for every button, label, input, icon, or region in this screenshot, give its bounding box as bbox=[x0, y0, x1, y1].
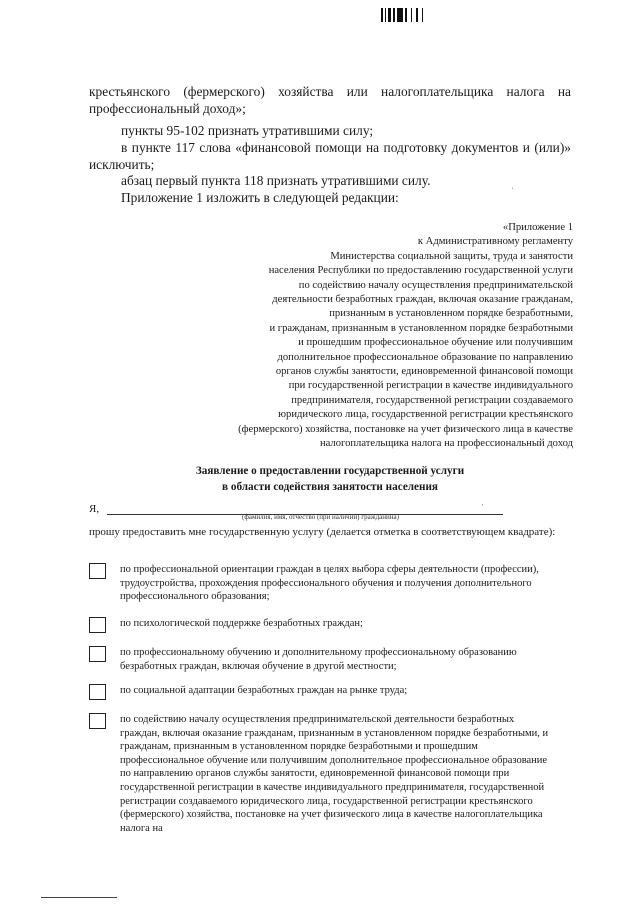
option-checkbox[interactable] bbox=[89, 684, 106, 700]
barcode-mark bbox=[381, 8, 427, 22]
form-title-line-2: в области содействия занятости населения bbox=[222, 481, 438, 493]
option-label: по профессиональному обучению и дополнительному профессиональному образованию безработных граждан, включая обучение в другой местности; bbox=[120, 647, 517, 672]
fio-hint: (фамилия, имя, отчество (при наличии) гражданина) bbox=[242, 513, 399, 521]
appendix-line: населения Республики по предоставлению государственной услуги bbox=[268, 265, 573, 277]
appendix-line: налогоплательщика налога на профессиональный доход bbox=[319, 438, 573, 450]
appendix-line: деятельности безработных граждан, включая оказание гражданам, bbox=[272, 294, 573, 306]
option-label: по содействию началу осуществления предпринимательской деятельности безработных граждан, включая оказание гражданам, признанным в установленном порядке безработными, и гражданам, признанным в установленном порядке безработными и прошедшим профессиональное обучение или получившим дополнительное профессиональное образование по направлению органов службы занятости, единовременной финансовой помощи при государственной регистрации в качестве индивидуального предпринимателя, государственной регистрации создаваемого юридического лица, государственной регистрации крестьянского (фермерского) хозяйства, постановке на учет физического лица в качестве налогоплательщика налога на bbox=[120, 714, 549, 834]
fio-label: Я, bbox=[89, 503, 100, 515]
appendix-line: (фермерского) хозяйства, постановке на учет физического лица в качестве bbox=[238, 423, 573, 435]
appendix-line: по содействию началу осуществления предпринимательской bbox=[298, 279, 573, 291]
appendix-line: «Приложение 1 bbox=[502, 222, 573, 233]
appendix-line: дополнительное профессиональное образование по направлению bbox=[277, 351, 573, 363]
appendix-line: Министерства социальной защиты, труда и занятости bbox=[330, 250, 573, 262]
footnote-separator bbox=[41, 897, 117, 898]
option-checkbox[interactable] bbox=[89, 617, 106, 633]
appendix-line: предпринимателя, государственной регистрации создаваемого bbox=[291, 394, 573, 406]
option-checkbox[interactable] bbox=[89, 646, 106, 662]
appendix-line: к Административному регламенту bbox=[417, 236, 573, 248]
appendix-header bbox=[163, 221, 573, 452]
fio-mark: ˈ bbox=[481, 503, 485, 514]
appendix-line: при государственной регистрации в качестве индивидуального bbox=[288, 380, 573, 392]
appendix-line: органов службы занятости, единовременной финансовой помощи bbox=[275, 366, 573, 378]
appendix-line: признанным в установленном порядке безработными, bbox=[329, 308, 573, 320]
option-checkbox[interactable] bbox=[89, 713, 106, 729]
option-label: по психологической поддержке безработных граждан; bbox=[120, 618, 363, 629]
paragraph-points-95-102: пункты 95-102 признать утратившими силу; bbox=[121, 123, 374, 138]
option-label: по профессиональной ориентации граждан в целях выбора сферы деятельности (профессии), трудоустройства, прохождения профессионального обучения и получения дополнительного профессионального образования; bbox=[120, 564, 539, 603]
paragraph-point-117: в пункте 117 слова «финансовой помощи на подготовку документов и (или)» исключить; bbox=[89, 140, 571, 172]
appendix-line: и прошедшим профессиональное обучение или получившим bbox=[298, 337, 573, 349]
appendix-line: юридического лица, государственной регистрации крестьянского bbox=[278, 409, 573, 421]
paragraph-point-118: абзац первый пункта 118 признать утратившими силу. bbox=[121, 173, 431, 188]
option-checkbox[interactable] bbox=[89, 563, 106, 579]
paragraph-appendix-intro: Приложение 1 изложить в следующей редакции: bbox=[121, 190, 399, 205]
option-label: по социальной адаптации безработных граждан на рынке труда; bbox=[120, 685, 408, 696]
request-text: прошу предоставить мне государственную услугу (делается отметка в соответствующем квадрате): bbox=[89, 526, 556, 538]
scan-speck: ˈ bbox=[511, 186, 514, 196]
appendix-line: и гражданам, признанным в установленном порядке безработными bbox=[269, 322, 573, 334]
form-title-line-1: Заявление о предоставлении государственной услуги bbox=[195, 465, 465, 477]
paragraph-continuation: крестьянского (фермерского) хозяйства или налогоплательщика налога на профессиональный доход»; bbox=[89, 84, 571, 116]
